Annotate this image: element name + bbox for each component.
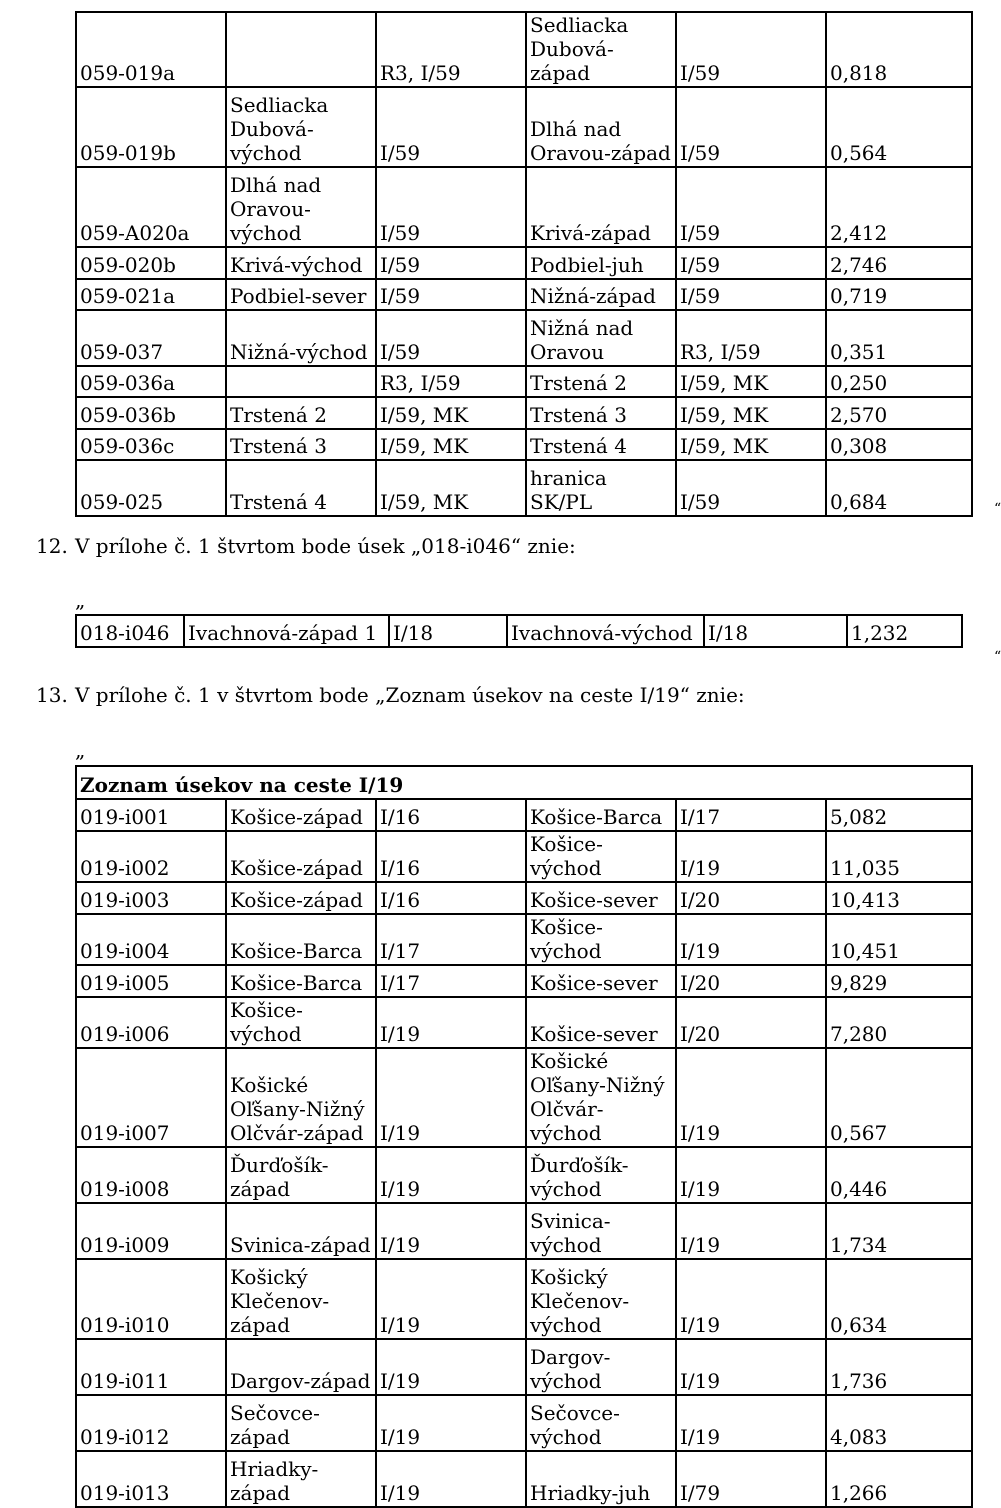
length-cell: 0,446 <box>826 1147 972 1203</box>
start-road-cell: I/19 <box>376 997 526 1048</box>
table-row <box>76 310 972 366</box>
end-point-cell: Krivá-západ <box>526 167 676 247</box>
section-code-cell: 059-036a <box>76 366 226 397</box>
start-point-cell: Podbiel-sever <box>226 279 376 310</box>
start-road-cell: I/19 <box>376 1259 526 1339</box>
table-row <box>76 799 972 831</box>
length-cell: 7,280 <box>826 997 972 1048</box>
opening-quote-mark: „ <box>75 738 86 762</box>
item-12-number: 12. <box>36 534 68 558</box>
start-point-cell: Košice-východ <box>226 997 376 1048</box>
i19-sections-table <box>75 765 973 1508</box>
end-point-cell: Nižná nad Oravou <box>526 310 676 366</box>
start-road-cell: R3, I/59 <box>376 366 526 397</box>
start-point-cell: Sedliacka Dubová-východ <box>226 87 376 167</box>
length-cell: 0,564 <box>826 87 972 167</box>
table-row <box>76 1147 972 1203</box>
closing-quote-mark: “ <box>994 649 1001 665</box>
end-road-cell: I/20 <box>676 882 826 914</box>
start-road-cell: I/59 <box>376 87 526 167</box>
section-code-cell: 059-025 <box>76 460 226 516</box>
end-road-cell: I/19 <box>676 1048 826 1147</box>
section-code-cell: 019-i002 <box>76 831 226 882</box>
start-point-cell: Svinica-západ <box>226 1203 376 1259</box>
table-row <box>76 914 972 965</box>
end-road-cell: I/59, MK <box>676 429 826 460</box>
table-row <box>76 1203 972 1259</box>
end-point-cell: Dargov-východ <box>526 1339 676 1395</box>
start-point-cell: Trstená 2 <box>226 397 376 429</box>
start-point-cell: Košice-západ <box>226 799 376 831</box>
end-road-cell: I/79 <box>676 1451 826 1507</box>
start-point-cell: Košice-západ <box>226 882 376 914</box>
length-cell: 1,266 <box>826 1451 972 1507</box>
end-road-cell: I/19 <box>676 1203 826 1259</box>
start-road-cell: I/16 <box>376 831 526 882</box>
start-road-cell: I/16 <box>376 799 526 831</box>
start-point-cell: Dlhá nad Oravou-východ <box>226 167 376 247</box>
length-cell: 1,734 <box>826 1203 972 1259</box>
start-point-cell <box>226 12 376 87</box>
table-row <box>76 167 972 247</box>
start-road-cell: I/19 <box>376 1451 526 1507</box>
start-road-cell: I/19 <box>376 1147 526 1203</box>
section-code-cell: 019-i006 <box>76 997 226 1048</box>
length-cell: 2,412 <box>826 167 972 247</box>
item-13-text: V prílohe č. 1 v štvrtom bode „Zoznam úsekov na ceste I/19“ znie: <box>75 683 745 707</box>
length-cell: 4,083 <box>826 1395 972 1451</box>
end-point-cell: Trstená 3 <box>526 397 676 429</box>
start-road-cell: I/59 <box>376 279 526 310</box>
end-road-cell: R3, I/59 <box>676 310 826 366</box>
opening-quote-mark: „ <box>75 588 86 612</box>
start-road-cell: I/16 <box>376 882 526 914</box>
length-cell: 10,413 <box>826 882 972 914</box>
section-code-cell: 059-036b <box>76 397 226 429</box>
length-cell: 0,250 <box>826 366 972 397</box>
item-13-number: 13. <box>36 683 68 707</box>
table-row <box>76 615 962 647</box>
section-code-cell: 059-A020a <box>76 167 226 247</box>
start-road-cell: I/19 <box>376 1203 526 1259</box>
start-road-cell: I/59 <box>376 310 526 366</box>
end-road-cell: I/20 <box>676 965 826 997</box>
section-code-cell: 059-036c <box>76 429 226 460</box>
table-row <box>76 997 972 1048</box>
start-road-cell: I/59 <box>376 247 526 279</box>
start-point-cell: Nižná-východ <box>226 310 376 366</box>
section-code-cell: 019-i010 <box>76 1259 226 1339</box>
end-road-cell: I/18 <box>704 615 847 647</box>
section-code-cell: 019-i013 <box>76 1451 226 1507</box>
end-point-cell: Trstená 4 <box>526 429 676 460</box>
length-cell: 0,634 <box>826 1259 972 1339</box>
table-row <box>76 965 972 997</box>
section-code-cell: 059-037 <box>76 310 226 366</box>
start-point-cell: Hriadky-západ <box>226 1451 376 1507</box>
start-road-cell: I/59, MK <box>376 397 526 429</box>
end-point-cell: Sečovce-východ <box>526 1395 676 1451</box>
section-code-cell: 018-i046 <box>76 615 184 647</box>
table-row <box>76 397 972 429</box>
start-point-cell: Košice-západ <box>226 831 376 882</box>
start-road-cell: I/19 <box>376 1395 526 1451</box>
length-cell: 11,035 <box>826 831 972 882</box>
end-point-cell: Hriadky-juh <box>526 1451 676 1507</box>
end-road-cell: I/59, MK <box>676 397 826 429</box>
table-row <box>76 1048 972 1147</box>
start-point-cell: Krivá-východ <box>226 247 376 279</box>
table-row <box>76 831 972 882</box>
end-point-cell: Nižná-západ <box>526 279 676 310</box>
section-code-cell: 019-i001 <box>76 799 226 831</box>
end-point-cell: Košice-Barca <box>526 799 676 831</box>
end-point-cell: Košice-východ <box>526 914 676 965</box>
section-code-cell: 019-i008 <box>76 1147 226 1203</box>
start-road-cell: I/17 <box>376 914 526 965</box>
table-row <box>76 1395 972 1451</box>
table-row <box>76 460 972 516</box>
start-point-cell: Dargov-západ <box>226 1339 376 1395</box>
length-cell: 0,351 <box>826 310 972 366</box>
length-cell: 0,719 <box>826 279 972 310</box>
start-point-cell: Košický Klečenov-západ <box>226 1259 376 1339</box>
end-road-cell: I/19 <box>676 1259 826 1339</box>
section-code-cell: 059-021a <box>76 279 226 310</box>
table-title-row <box>76 766 972 799</box>
start-road-cell: I/59 <box>376 167 526 247</box>
section-code-cell: 019-i004 <box>76 914 226 965</box>
start-point-cell: Košice-Barca <box>226 914 376 965</box>
end-road-cell: I/19 <box>676 1339 826 1395</box>
end-road-cell: I/19 <box>676 1147 826 1203</box>
length-cell: 1,232 <box>847 615 962 647</box>
section-code-cell: 059-019b <box>76 87 226 167</box>
section-code-cell: 019-i005 <box>76 965 226 997</box>
table-row <box>76 429 972 460</box>
end-point-cell: Košice-sever <box>526 997 676 1048</box>
end-point-cell: Svinica-východ <box>526 1203 676 1259</box>
end-road-cell: I/19 <box>676 831 826 882</box>
end-point-cell: hranica SK/PL <box>526 460 676 516</box>
table-row <box>76 1259 972 1339</box>
end-road-cell: I/59 <box>676 167 826 247</box>
end-point-cell: Trstená 2 <box>526 366 676 397</box>
length-cell: 0,818 <box>826 12 972 87</box>
end-point-cell: Košice-sever <box>526 882 676 914</box>
end-road-cell: I/59, MK <box>676 366 826 397</box>
table-row <box>76 882 972 914</box>
start-road-cell: I/17 <box>376 965 526 997</box>
start-point-cell: Trstená 3 <box>226 429 376 460</box>
end-point-cell: Sedliacka Dubová-západ <box>526 12 676 87</box>
end-point-cell: Košice-východ <box>526 831 676 882</box>
table-title: Zoznam úsekov na ceste I/19 <box>76 766 972 799</box>
table-row <box>76 366 972 397</box>
section-code-cell: 019-i012 <box>76 1395 226 1451</box>
length-cell: 2,570 <box>826 397 972 429</box>
end-road-cell: I/59 <box>676 460 826 516</box>
start-point-cell: Trstená 4 <box>226 460 376 516</box>
section-code-cell: 019-i009 <box>76 1203 226 1259</box>
start-road-cell: I/19 <box>376 1339 526 1395</box>
table-row <box>76 1451 972 1507</box>
end-road-cell: I/19 <box>676 1395 826 1451</box>
end-point-cell: Ivachnová-východ <box>507 615 704 647</box>
end-road-cell: I/59 <box>676 247 826 279</box>
end-road-cell: I/59 <box>676 279 826 310</box>
start-point-cell: Ďurďošík-západ <box>226 1147 376 1203</box>
length-cell: 0,684 <box>826 460 972 516</box>
start-road-cell: I/59, MK <box>376 460 526 516</box>
item-12-text: V prílohe č. 1 štvrtom bode úsek „018-i046“ znie: <box>75 534 576 558</box>
table-row <box>76 12 972 87</box>
section-code-cell: 019-i007 <box>76 1048 226 1147</box>
closing-quote-mark: “ <box>994 501 1001 517</box>
length-cell: 0,567 <box>826 1048 972 1147</box>
section-code-cell: 019-i003 <box>76 882 226 914</box>
end-point-cell: Ďurďošík-východ <box>526 1147 676 1203</box>
length-cell: 9,829 <box>826 965 972 997</box>
start-point-cell <box>226 366 376 397</box>
end-road-cell: I/59 <box>676 87 826 167</box>
length-cell: 0,308 <box>826 429 972 460</box>
start-road-cell: I/18 <box>389 615 507 647</box>
end-road-cell: I/59 <box>676 12 826 87</box>
length-cell: 10,451 <box>826 914 972 965</box>
table-row <box>76 247 972 279</box>
start-point-cell: Ivachnová-západ 1 <box>184 615 389 647</box>
table-row <box>76 1339 972 1395</box>
section-code-cell: 059-019a <box>76 12 226 87</box>
start-point-cell: Košice-Barca <box>226 965 376 997</box>
end-point-cell: Košický Klečenov-východ <box>526 1259 676 1339</box>
end-point-cell: Košické Oľšany-Nižný Olčvár-východ <box>526 1048 676 1147</box>
start-road-cell: I/19 <box>376 1048 526 1147</box>
section-code-cell: 059-020b <box>76 247 226 279</box>
end-point-cell: Dlhá nad Oravou-západ <box>526 87 676 167</box>
end-road-cell: I/20 <box>676 997 826 1048</box>
end-point-cell: Košice-sever <box>526 965 676 997</box>
end-road-cell: I/17 <box>676 799 826 831</box>
table-row <box>76 279 972 310</box>
end-road-cell: I/19 <box>676 914 826 965</box>
start-road-cell: I/59, MK <box>376 429 526 460</box>
start-road-cell: R3, I/59 <box>376 12 526 87</box>
i59-sections-table <box>75 11 973 517</box>
end-point-cell: Podbiel-juh <box>526 247 676 279</box>
length-cell: 2,746 <box>826 247 972 279</box>
start-point-cell: Košické Oľšany-Nižný Olčvár-západ <box>226 1048 376 1147</box>
section-code-cell: 019-i011 <box>76 1339 226 1395</box>
section-018-i046-table <box>75 614 963 648</box>
table-row <box>76 87 972 167</box>
length-cell: 1,736 <box>826 1339 972 1395</box>
length-cell: 5,082 <box>826 799 972 831</box>
start-point-cell: Sečovce-západ <box>226 1395 376 1451</box>
